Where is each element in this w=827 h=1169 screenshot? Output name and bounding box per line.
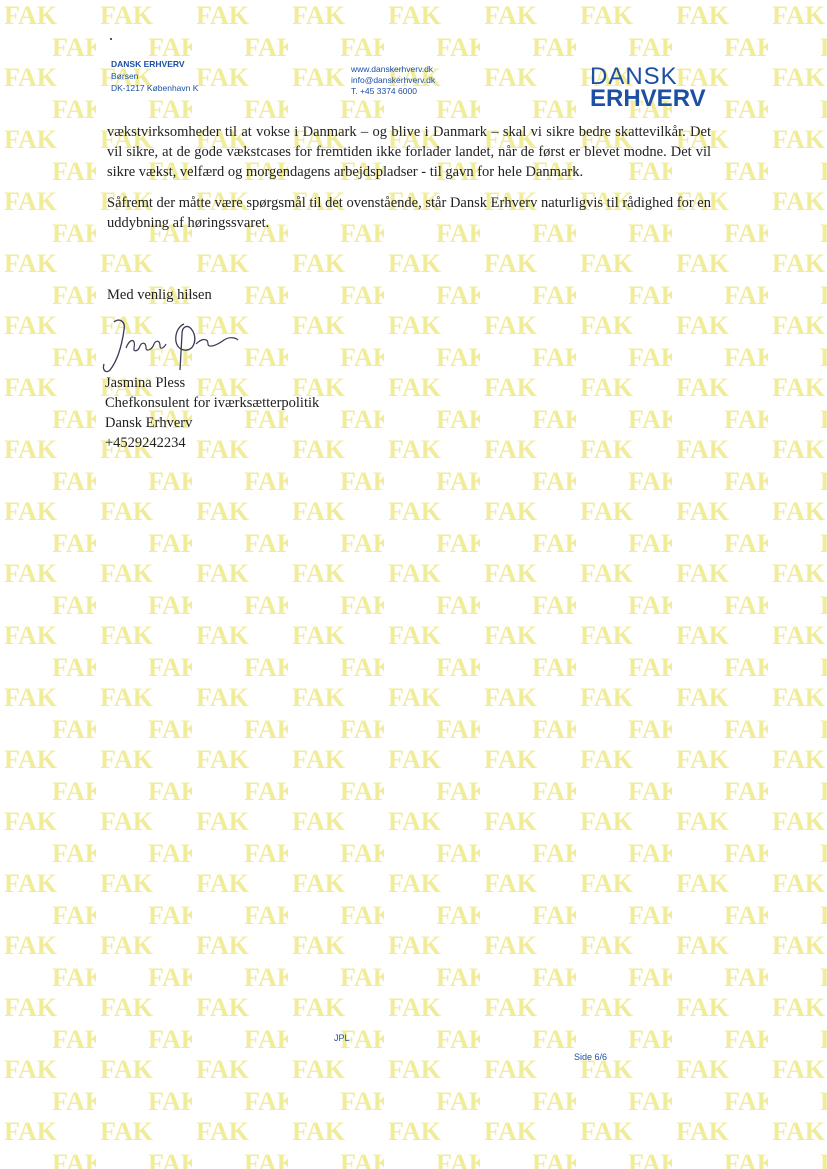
signatory-phone: +4529242234 [105, 435, 186, 451]
scan-speck [110, 38, 112, 40]
closing-salutation: Med venlig hilsen [107, 287, 212, 303]
letter-body [107, 122, 711, 244]
logo-line2: ERHVERV [590, 85, 706, 112]
sender-address-block [111, 58, 198, 94]
sender-address-line2: DK-1217 København K [111, 83, 199, 93]
email-text: info@danskerhverv.dk [351, 75, 436, 85]
sender-address-line1: Børsen [111, 71, 139, 81]
website-text: www.danskerhverv.dk [351, 64, 434, 74]
dansk-erhverv-logo [590, 63, 706, 112]
page-number: Side 6/6 [574, 1052, 608, 1062]
sender-org-name: DANSK ERHVERV [111, 59, 185, 69]
logo-line1: DANSK [590, 63, 678, 90]
signatory-organization: Dansk Erhverv [105, 415, 193, 431]
contact-block [351, 64, 435, 97]
footer-initials: JPL [334, 1033, 350, 1043]
body-paragraph-1: vækstvirksomheder til at vokse i Danmark – og blive i Danmark – skal vi sikre bedre skattevilkår. Det vil sikre, at de gode vækstcases for fremtiden ikke forlader landet, når de først er blevet modne. Det vil sikre vækst, velfærd og morgendagens arbejdspladser - til gavn for hele Danmark. [107, 124, 711, 180]
phone-text: T. +45 3374 6000 [351, 86, 417, 96]
signatory-name: Jasmina Pless [105, 375, 186, 391]
body-paragraph-2: Såfremt der måtte være spørgsmål til det ovenstående, står Dansk Erhverv naturligvis til rådighed for en uddybning af høringssvaret. [107, 195, 711, 231]
signatory-title: Chefkonsulent for iværksætterpolitik [105, 395, 320, 411]
signatory-block [105, 373, 319, 453]
